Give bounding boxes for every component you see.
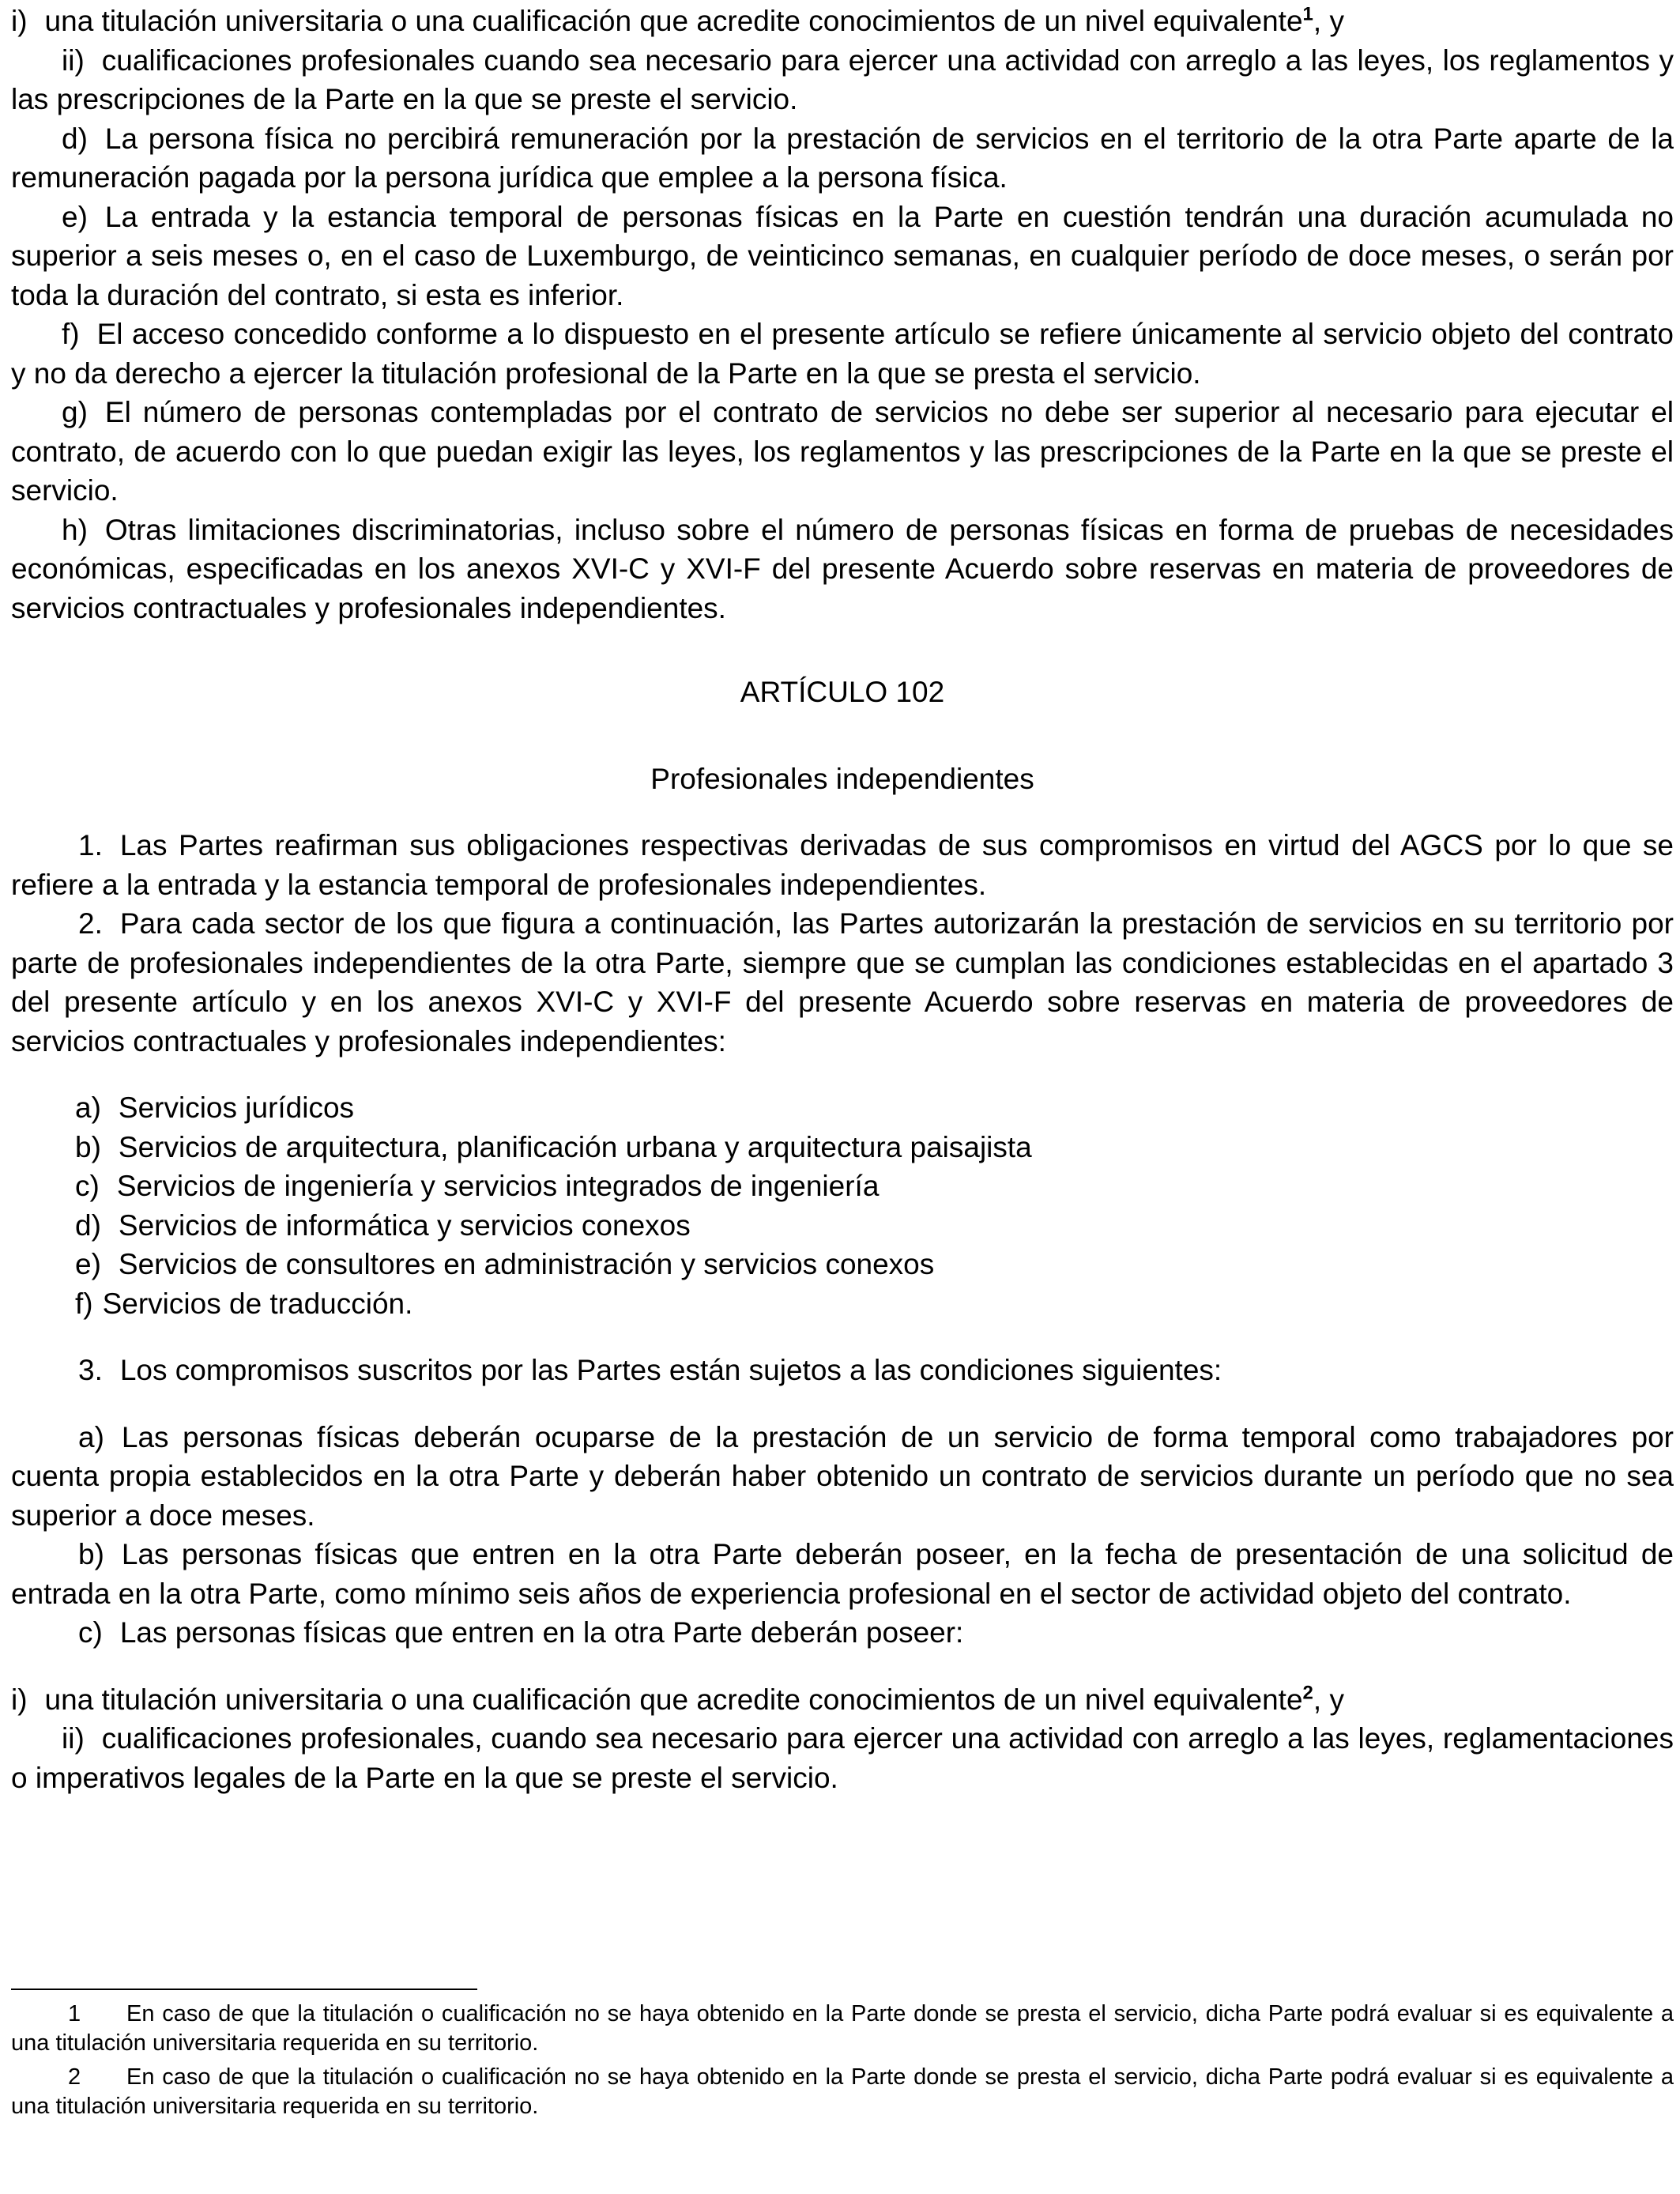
item-label: c): [75, 1170, 100, 1202]
item-label: h): [62, 513, 88, 546]
paragraph-text: cualificaciones profesionales, cuando sea necesario para ejercer una actividad con arreglo a las leyes, reglamentaciones o imperativos legales de la Parte en la que se preste el servicio.: [11, 1722, 1674, 1794]
sub-item-i: [11, 1680, 1674, 1720]
item-label: c): [78, 1616, 103, 1649]
list-item-text: Servicios jurídicos: [118, 1091, 355, 1124]
paragraph-f: [11, 315, 1674, 393]
footnote-number: 1: [68, 2001, 81, 2026]
paragraph-text: , y: [1313, 5, 1344, 37]
paragraph-text: El número de personas contempladas por el contrato de servicios no debe ser superior al necesario para ejecutar el contrato, de acuerdo con lo que puedan exigir las leyes, los reglamentos y las prescripciones de la Parte en la que se preste el servicio.: [11, 396, 1674, 507]
list-item-text: Servicios de traducción.: [102, 1287, 413, 1320]
paragraph-i: [11, 2, 1674, 41]
footnote-ref[interactable]: 2: [1302, 1682, 1313, 1704]
item-label: f): [62, 318, 80, 350]
paragraph-g: [11, 393, 1674, 511]
footnote-1: [11, 2000, 1674, 2058]
paragraph-text: una titulación universitaria o una cualificación que acredite conocimientos de un nivel equivalente: [44, 1683, 1303, 1716]
paragraph-text: La persona física no percibirá remuneración por la prestación de servicios en el territorio de la otra Parte aparte de la remuneración pagada por la persona jurídica que emplee a la persona física.: [11, 122, 1674, 194]
item-label: a): [75, 1091, 101, 1124]
item-label: ii): [62, 43, 85, 77]
paragraph-d: [11, 119, 1674, 198]
item-label: b): [75, 1130, 101, 1163]
list-item: [11, 1245, 1674, 1284]
footnote-number: 2: [68, 2064, 81, 2090]
sub-item-ii: [11, 1719, 1674, 1797]
item-label: a): [78, 1420, 104, 1453]
footnote-text: En caso de que la titulación o cualificación no se haya obtenido en la Parte donde se presta el servicio, dicha Parte podrá evaluar si es equivalente a una titulación universitaria requerida en su territorio.: [11, 2001, 1674, 2056]
list-item: [11, 1128, 1674, 1167]
list-item-text: Servicios de arquitectura, planificación urbana y arquitectura paisajista: [118, 1130, 1032, 1163]
item-label: 2.: [78, 907, 103, 940]
paragraph-ii: [11, 41, 1674, 119]
item-label: 1.: [78, 829, 103, 861]
article-title: Profesionales independientes: [650, 762, 1034, 795]
paragraph-text: Las personas físicas deberán ocuparse de la prestación de un servicio de forma temporal como trabajadores por cuenta propia establecidos en la otra Parte y deberán haber obtenido un contrato de servicios durante un período que no sea superior a doce meses.: [11, 1420, 1674, 1532]
condition-a: [11, 1418, 1674, 1536]
footnote-text: En caso de que la titulación o cualificación no se haya obtenido en la Parte donde se presta el servicio, dicha Parte podrá evaluar si es equivalente a una titulación universitaria requerida en su territorio.: [11, 2064, 1674, 2119]
paragraph-text: Otras limitaciones discriminatorias, incluso sobre el número de personas físicas en forma de pruebas de necesidades económicas, especificadas en los anexos XVI-C y XVI-F del presente Acuerdo sobre reservas en materia de proveedores de servicios contractuales y profesionales independientes.: [11, 513, 1674, 624]
list-item-text: Servicios de consultores en administración y servicios conexos: [118, 1248, 935, 1280]
item-label: g): [62, 396, 88, 428]
paragraph-2: [11, 904, 1674, 1061]
item-label: 3.: [78, 1354, 103, 1386]
item-label: i): [11, 5, 28, 37]
item-label: i): [11, 1683, 28, 1716]
item-label: e): [62, 200, 88, 233]
list-item: [11, 1206, 1674, 1246]
paragraph-text: Las personas físicas que entren en la otra Parte deberán poseer, en la fecha de presentación de una solicitud de entrada en la otra Parte, como mínimo seis años de experiencia profesional en el sector de actividad objeto del contrato.: [11, 1538, 1674, 1610]
condition-b: [11, 1535, 1674, 1613]
item-label: d): [75, 1208, 101, 1242]
paragraph-text: Los compromisos suscritos por las Partes están sujetos a las condiciones siguientes:: [119, 1354, 1222, 1386]
paragraph-text: Para cada sector de los que figura a continuación, las Partes autorizarán la prestación de servicios en su territorio por parte de profesionales independientes de la otra Parte, siempre que se cumplan las condiciones establecidas en el apartado 3 del presente artículo y en los anexos XVI-C y XVI-F del presente Acuerdo sobre reservas en materia de proveedores de servicios contractuales y profesionales independientes:: [11, 907, 1674, 1057]
paragraph-text: cualificaciones profesionales cuando sea necesario para ejercer una actividad con arreglo a las leyes, los reglamentos y las prescripciones de la Parte en la que se preste el servicio.: [11, 43, 1674, 115]
item-label: f): [75, 1287, 93, 1320]
paragraph-3: [11, 1351, 1674, 1390]
paragraph-h: [11, 511, 1674, 628]
paragraph-text: una titulación universitaria o una cualificación que acredite conocimientos de un nivel equivalente: [44, 5, 1303, 37]
item-label: ii): [62, 1722, 85, 1755]
paragraph-text: La entrada y la estancia temporal de personas físicas en la Parte en cuestión tendrán una duración acumulada no superior a seis meses o, en el caso de Luxemburgo, de veinticinco semanas, en cualquier período de doce meses, o serán por toda la duración del contrato, si esta es inferior.: [11, 200, 1674, 311]
document-body: [11, 2, 1674, 1797]
paragraph-e: [11, 198, 1674, 315]
item-label: d): [62, 122, 88, 155]
paragraph-1: [11, 826, 1674, 904]
sector-list: [11, 1088, 1674, 1323]
list-item: [11, 1167, 1674, 1206]
paragraph-text: Las personas físicas que entren en la otra Parte deberán poseer:: [119, 1616, 964, 1649]
footnote-separator: [11, 1989, 477, 1990]
article-heading: ARTÍCULO 102: [740, 676, 945, 708]
item-label: e): [75, 1248, 101, 1280]
footnote-2: [11, 2063, 1674, 2121]
list-item-text: Servicios de ingeniería y servicios integrados de ingeniería: [116, 1170, 880, 1202]
list-item: [11, 1284, 1674, 1324]
footnotes: [11, 2000, 1674, 2121]
condition-c: [11, 1613, 1674, 1653]
paragraph-text: , y: [1313, 1683, 1344, 1716]
list-item-text: Servicios de informática y servicios conexos: [118, 1208, 691, 1242]
item-label: b): [78, 1538, 104, 1570]
paragraph-text: El acceso concedido conforme a lo dispuesto en el presente artículo se refiere únicamente al servicio objeto del contrato y no da derecho a ejercer la titulación profesional de la Parte en la que se presta el servicio.: [11, 318, 1674, 390]
list-item: [11, 1088, 1674, 1128]
footnote-ref[interactable]: 1: [1302, 3, 1313, 25]
paragraph-text: Las Partes reafirman sus obligaciones respectivas derivadas de sus compromisos en virtud del AGCS por lo que se refiere a la entrada y la estancia temporal de profesionales independientes.: [11, 829, 1674, 901]
